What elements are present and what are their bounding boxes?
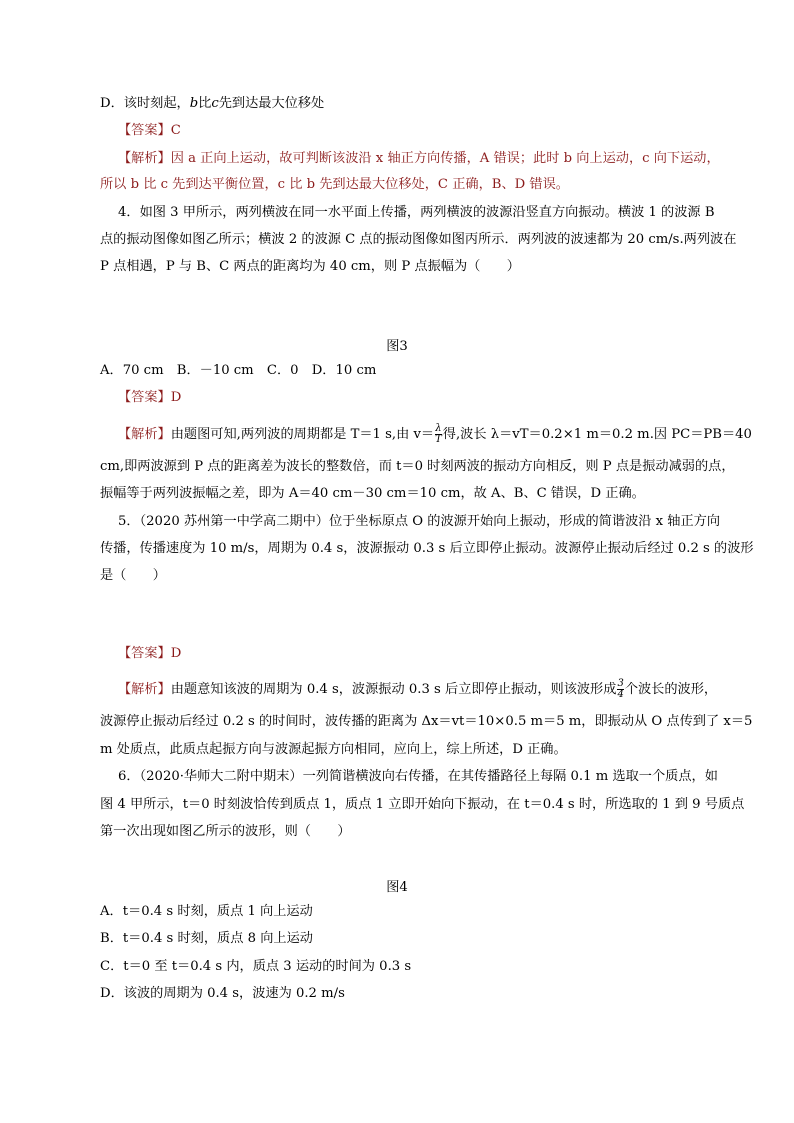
q4-analysis-text-1b: 得,波长 λ＝vT＝0.2×1 m＝0.2 m.因 PC＝PB＝40 <box>442 427 752 442</box>
q5-analysis-text-1a: 由题意知该波的周期为 0.4 s，波源振动 0.3 s 后立即停止振动，则该波形成 <box>170 682 617 697</box>
q5-stem-line-3: 是（ ） <box>100 568 166 583</box>
q6-stem-line-1: 6．（2020·华师大二附中期末）一列简谐横波向右传播，在其传播路径上每隔 0.1 m 选取一个质点，如 <box>118 769 718 784</box>
q6-option-a: A．t＝0.4 s 时刻，质点 1 向上运动 <box>100 904 313 919</box>
q4-stem-line-1: 4．如图 3 甲所示，两列横波在同一水平面上传播，两列横波的波源沿竖直方向振动。横波 1 的波源 B <box>118 205 715 220</box>
answer-label: 【答案】 <box>118 390 171 405</box>
q5-answer-value: D <box>170 646 182 661</box>
q6-option-c: C．t＝0 至 t＝0.4 s 内，质点 3 运动的时间为 0.3 s <box>100 959 412 974</box>
analysis-label: 【解析】 <box>118 682 171 697</box>
q5-analysis-line-3: m 处质点，此质点起振方向与波源起振方向相同，应向上，综上所述，D 正确。 <box>100 742 567 757</box>
q5-analysis-line-2: 波源停止振动后经过 0.2 s 的时间时，波传播的距离为 Δx＝vt＝10×0.5 m＝5 m，即振动从 O 点传到了 x＝5 <box>100 714 753 729</box>
three-quarters-fraction <box>617 679 623 700</box>
q4-stem-line-2: 点的振动图像如图乙所示；横波 2 的波源 C 点的振动图像如图丙所示．两列波的波速都为 20 cm/s.两列波在 <box>100 232 737 247</box>
q5-analysis-line-1 <box>118 679 717 700</box>
q3-option-d <box>100 95 324 113</box>
q4-analysis-line-2: cm,即两波源到 P 点的距离差为波长的整数倍，而 t＝0 时刻两波的振动方向相反，则 P 点是振动减弱的点， <box>100 459 735 474</box>
q3-answer <box>118 122 181 140</box>
q3-option-d-c: c <box>211 96 219 111</box>
q3-analysis-line-2: 所以 b 比 c 先到达平衡位置，c 比 b 先到达最大位移处，C 正确，B、D 错误。 <box>100 177 569 192</box>
q3-answer-value: C <box>170 123 181 138</box>
fraction-numerator: λ <box>435 423 442 434</box>
q3-analysis-text-1: 因 a 正向上运动，故可判断该波沿 x 轴正方向传播，A 错误；此时 b 向上运动，c 向下运动， <box>170 151 720 166</box>
q4-answer <box>118 389 181 407</box>
q4-stem-line-3: P 点相遇，P 与 B、C 两点的距离均为 40 cm，则 P 点振幅为（ ） <box>100 259 520 274</box>
figure-4-caption: 图4 <box>386 880 408 895</box>
fraction-denominator: 4 <box>617 689 624 700</box>
q6-option-d: D．该波的周期为 0.4 s，波速为 0.2 m/s <box>100 986 345 1001</box>
q6-stem-line-3: 第一次出现如图乙所示的波形，则（ ） <box>100 824 351 839</box>
q3-option-d-mid: 比 <box>198 96 212 111</box>
fraction-denominator: T <box>435 434 442 445</box>
lambda-over-t-fraction <box>435 424 442 445</box>
q3-analysis-line-1 <box>118 150 720 168</box>
q5-stem-line-2: 传播，传播速度为 10 m/s，周期为 0.4 s，波源振动 0.3 s 后立即停止振动。波源停止振动后经过 0.2 s 的波形 <box>100 541 754 556</box>
fraction-numerator: 3 <box>617 678 624 689</box>
figure-3-caption: 图3 <box>386 339 408 354</box>
q3-option-d-text: D．该时刻起， <box>100 96 190 111</box>
q5-stem-line-1: 5．（2020 苏州第一中学高二期中）位于坐标原点 O 的波源开始向上振动，形成的简谐波沿 x 轴正方向 <box>118 514 721 529</box>
q4-options: A．70 cm B．－10 cm C．0 D．10 cm <box>100 363 377 378</box>
q5-answer <box>118 645 181 663</box>
answer-label: 【答案】 <box>118 123 171 138</box>
q6-option-b: B．t＝0.4 s 时刻，质点 8 向上运动 <box>100 931 313 946</box>
q6-stem-line-2: 图 4 甲所示，t＝0 时刻波恰传到质点 1，质点 1 立即开始向下振动，在 t＝0.4 s 时，所选取的 1 到 9 号质点 <box>100 797 745 812</box>
q3-option-d-b: b <box>189 96 199 111</box>
analysis-label: 【解析】 <box>118 151 171 166</box>
q4-analysis-line-3: 振幅等于两列波振幅之差，即为 A＝40 cm－30 cm＝10 cm，故 A、B、C 错误，D 正确。 <box>100 486 645 501</box>
answer-label: 【答案】 <box>118 646 171 661</box>
q5-analysis-text-1b: 个波长的波形， <box>624 682 718 697</box>
q4-answer-value: D <box>170 390 182 405</box>
q3-option-d-end: 先到达最大位移处 <box>218 96 325 111</box>
analysis-label: 【解析】 <box>118 427 171 442</box>
q4-analysis-text-1a: 由题图可知,两列波的周期都是 T＝1 s,由 v＝ <box>170 427 435 442</box>
q4-analysis-line-1 <box>118 424 752 445</box>
